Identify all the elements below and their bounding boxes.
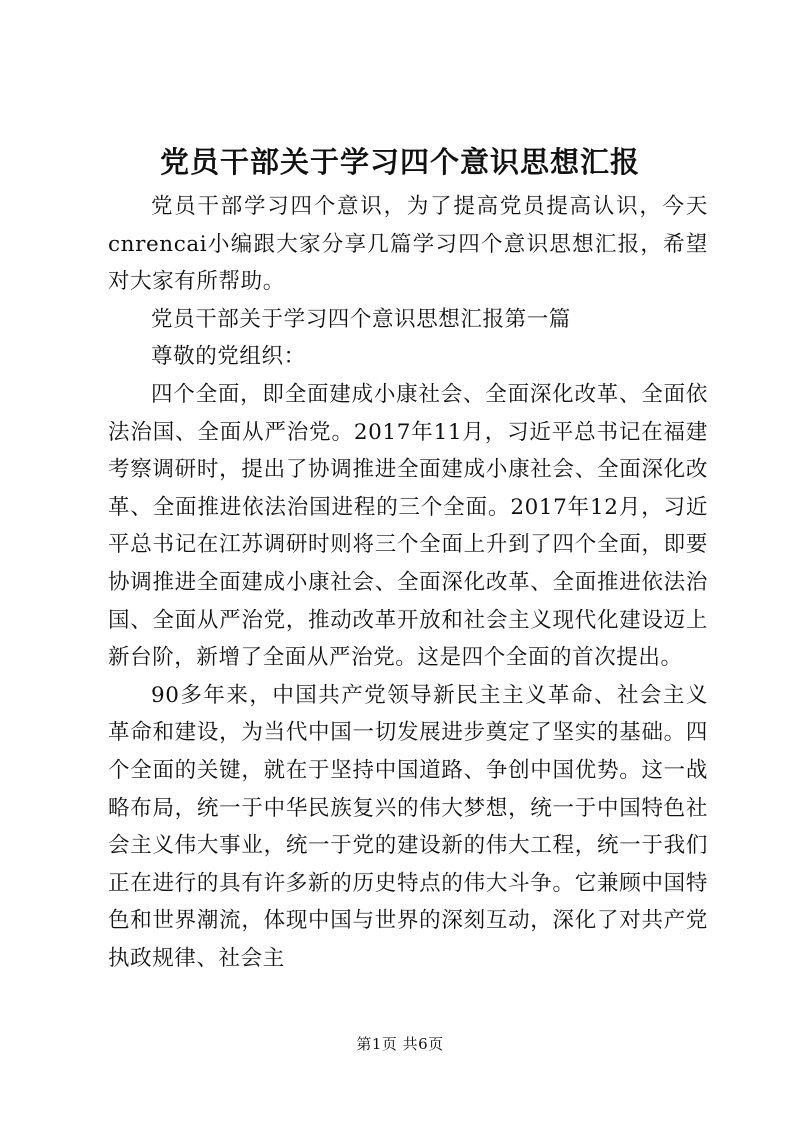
body-paragraph: 90多年来，中国共产党领导新民主主义革命、社会主义革命和建设，为当代中国一切发展进步奠定了坚实的基础。四个全面的关键，就在于坚持中国道路、争创中国优势。这一战略布局，统一于中华民族复兴的伟大梦想，统一于中国特色社会主义伟大事业，统一于党的建设新的伟大工程，统一于我们正在进行的具有许多新的历史特点的伟大斗争。它兼顾中国特色和世界潮流，体现中国与世界的深刻互动，深化了对共产党执政规律、社会主 bbox=[108, 682, 708, 971]
salutation: 尊敬的党组织： bbox=[151, 344, 306, 370]
document-title: 党员干部关于学习四个意识思想汇报 bbox=[159, 145, 640, 179]
intro-paragraph: 党员干部学习四个意识，为了提高党员提高认识，今天cnrencai小编跟大家分享几篇学习四个意识思想汇报，希望对大家有所帮助。 bbox=[108, 194, 708, 295]
document-body bbox=[108, 188, 708, 977]
section-heading: 党员干部关于学习四个意识思想汇报第一篇 bbox=[151, 306, 571, 332]
page-footer: 第1页 共6页 bbox=[356, 1035, 444, 1053]
body-paragraph: 四个全面，即全面建成小康社会、全面深化改革、全面依法治国、全面从严治党。2017年11月，习近平总书记在福建考察调研时，提出了协调推进全面建成小康社会、全面深化改革、全面推进依法治国进程的三个全面。2017年12月，习近平总书记在江苏调研时则将三个全面上升到了四个全面，即要协调推进全面建成小康社会、全面深化改革、全面推进依法治国、全面从严治党，推动改革开放和社会主义现代化建设迈上新台阶，新增了全面从严治党。这是四个全面的首次提出。 bbox=[108, 381, 708, 671]
